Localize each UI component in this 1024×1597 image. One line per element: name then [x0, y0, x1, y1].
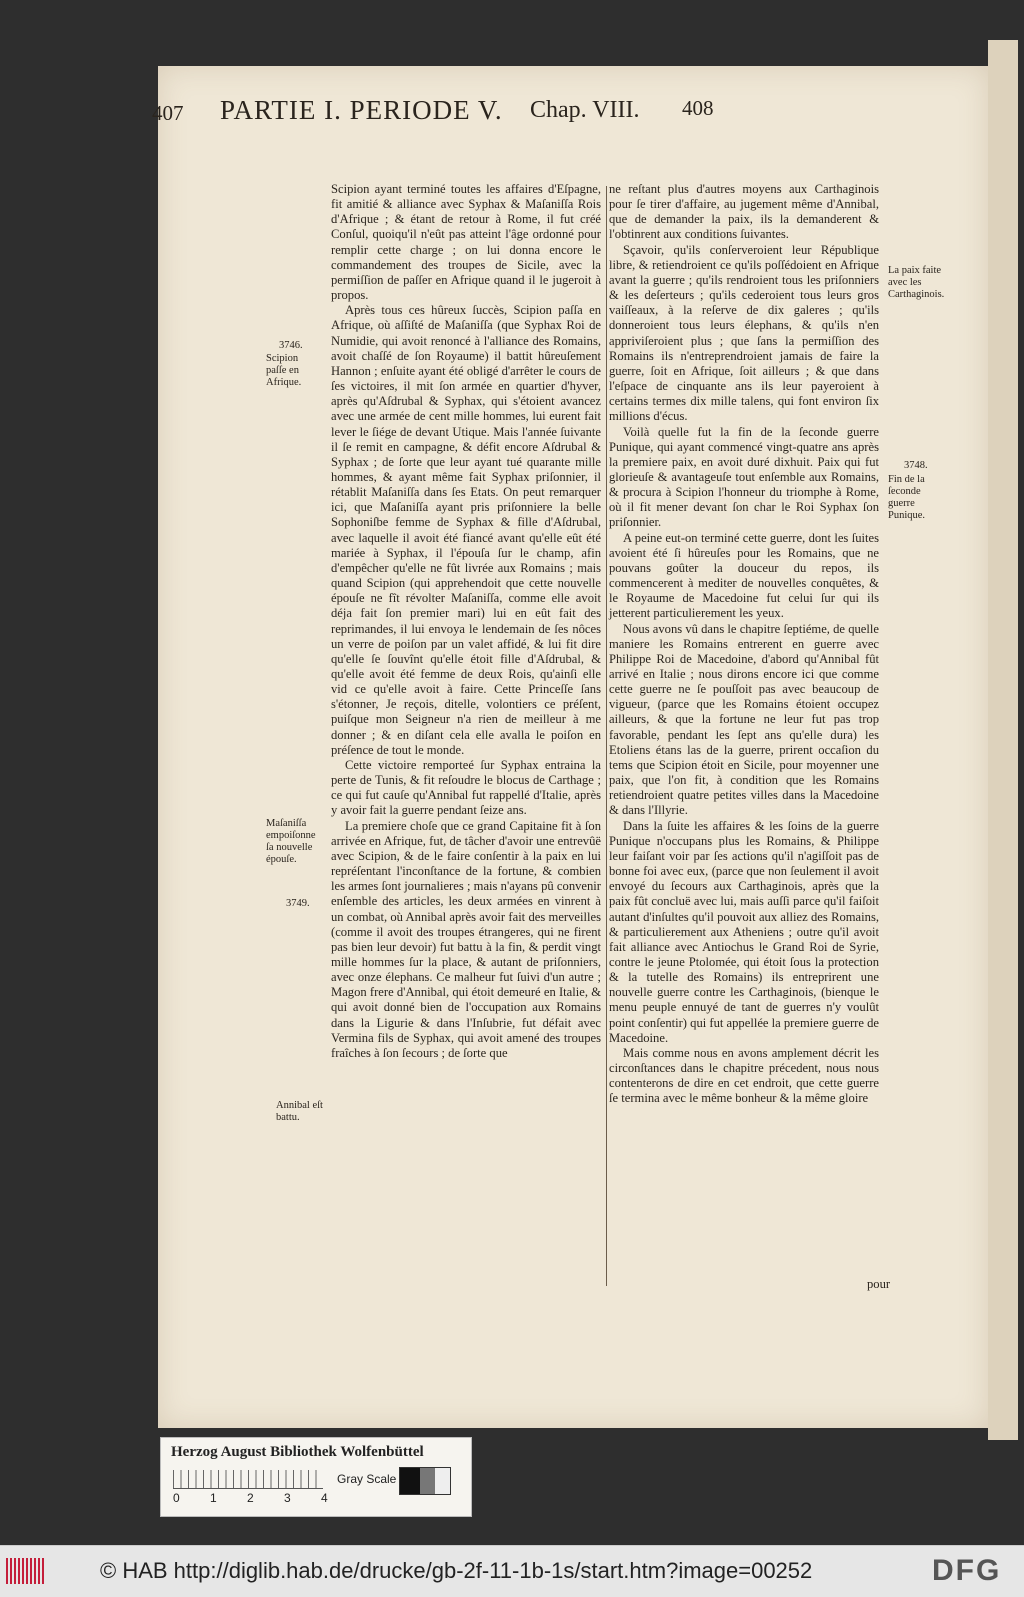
page-number-right: 408: [682, 96, 714, 120]
margin-note: Annibal eſt battu.: [276, 1100, 323, 1123]
margin-note: Fin de la ſeconde guerre Punique.: [888, 474, 926, 521]
right-column: [609, 182, 879, 1107]
scale-number: 1: [210, 1491, 217, 1505]
catchword: pour: [867, 1277, 891, 1291]
paragraph: Mais comme nous en avons amplement décrit les circonſtances dans le chapitre précedent, nous nous contenterons de dire en cet endroit, que cette guerre ſe termina avec le même bonheur & la même gloire: [609, 1045, 879, 1106]
library-name: Herzog August Bibliothek Wolfenbüttel: [171, 1444, 424, 1460]
paragraph: Scipion ayant terminé toutes les affaires d'Eſpagne, fit amitié & alliance avec Syphax & Maſaniſſa Rois d'Afrique ; & étant de retour à Rome, il fut créé Conſul, quoiqu'il n'eût pas atteint l'âge ordonné pour remplir cette charge ; on lui donna encore le commandement des troupes de Sicile, avec la permiſſion de paſſer en Afrique quand il le jugeroit à propos.: [331, 182, 601, 303]
page-number-left: 407: [152, 101, 184, 125]
gray-scale-swatch: [399, 1467, 451, 1495]
column-divider: [606, 186, 607, 1286]
scale-number: 3: [284, 1491, 291, 1505]
margin-note: Scipion paſſe en Afrique.: [266, 353, 302, 388]
margin-note: La paix faite avec les Carthaginois.: [888, 265, 945, 300]
page-header: [152, 95, 732, 131]
paragraph: Voilà quelle fut la fin de la ſeconde guerre Punique, qui ayant commencé vingt-quatre ans après la premiere paix, en avoit duré dixhuit. Paix qui fut glorieuſe & avantageuſe tout enſemble aux Romains, & procura à Scipion l'honneur du triomphe à Rome, où il fit mener devant ſon char le Roi Syphax ſon priſonnier.: [609, 424, 879, 530]
scale-ruler: [173, 1470, 323, 1489]
library-label: [160, 1437, 472, 1517]
margin-note-year: 3746.: [279, 340, 303, 351]
paragraph: Nous avons vû dans le chapitre ſeptiéme, de quelle maniere les Romains entrerent en guerre avec Philippe Roi de Macedoine, d'abord qu'Annibal fût arrivé en Italie ; nous dirons encore ici que comme cette guerre ne ſe pouſſoit pas avec beaucoup de vigueur, (parce que les Romains étoient occupez ailleurs, & que la fortune ne leur fut pas trop favorable, pendant les ſept ans qu'elle dura) les Etoliens étans las de la guerre, prirent occaſion du tems que Scipion étoit en Sicile, pour moyenner une paix, que l'on fit, à condition que les Romains retiendroient quatre petites villes dans la Macedoine & dans l'Illyrie.: [609, 621, 879, 818]
scale-number: 4: [321, 1491, 328, 1505]
scale-number: 0: [173, 1491, 180, 1505]
hab-logo-icon: [6, 1558, 44, 1584]
paragraph: Cette victoire remporteé ſur Syphax entraina la perte de Tunis, & fit reſoudre le blocus de Carthage ; ce qui fut cauſe qu'Annibal fut rappellé d'Italie, après y avoir fait la guerre pendant ſeize ans.: [331, 757, 601, 818]
paragraph: ne reſtant plus d'autres moyens aux Carthaginois pour ſe tirer d'affaire, au jugement même d'Annibal, que de demander la paix, ils la demanderent & l'obtinrent aux conditions ſuivantes.: [609, 182, 879, 242]
paragraph: Sçavoir, qu'ils conſerveroient leur République libre, & retiendroient ce qu'ils poſſédoient en Afrique avant la guerre ; qu'ils rendroient tous les priſonniers & les deſerteurs ; qu'ils cederoient tous leurs gros vaiſſeaux, à la reſerve de dix galeres ; qu'ils donneroient tous leurs élephans, & qu'ils n'en appriviſeroient plus ; que ſans la permiſſion des Romains ils n'entreprendroient jamais de faire la guerre, ſoit en Afrique, ſoit ailleurs ; & que dans l'eſpace de cinquante ans ils leur payeroient à certains termes dix mille talens, qui font environ ſix millions d'écus.: [609, 242, 879, 424]
gray-scale-label: Gray Scale: [337, 1472, 397, 1486]
footer-bar: [0, 1545, 1024, 1597]
chapter-title: Chap. VIII.: [530, 97, 640, 123]
paragraph: Après tous ces hûreux ſuccès, Scipion paſſa en Afrique, où aſſiſté de Maſaniſſa (que Syphax Roi de Numidie, qui avoit renoncé à l'alliance des Romains, avoit chaſſé de ſon Royaume) il battit hûreuſement Hannon ; enſuite ayant été obligé d'arrêter le cours de ſes victoires, il mit ſon armée en quartier d'hyver, après qu'Aſdrubal & Syphax, qui s'étoient avancez avec une armée de cent mille hommes, lui eurent fait lever le ſiége de devant Utique. Mais l'année ſuivante il ſe remit en campagne, & défit encore Aſdrubal & Syphax ; de ſorte que leur ayant tué quarante mille hommes, & ayant même fait Syphax priſonnier, il rétablit Maſaniſſa dans ſes Etats. On peut remarquer ici, que Maſaniſſa ayant pris priſonniere la belle Sophoniſbe femme de Syphax & fille d'Aſdrubal, avec laquelle il avoit été fiancé avant qu'elle eût été mariée à Syphax, il l'épouſa ſur le champ, afin d'empêcher qu'elle ne fût livrée aux Romains ; mais quand Scipion (qui apprehendoit que cette nouvelle épouſe ne fît révolter Maſaniſſa, comme elle avoit déja fait ſon premier mari) lui en eût fait des reprimandes, il lui envoya le lendemain de ſes nôces un verre de poiſon par un valet affidé, & lui fit dire qu'elle ſe ſouvînt qu'elle étoit fille d'Aſdrubal, & qu'elle avoit été femme de deux Rois, qu'ainſi elle vid ce qu'elle avoit à faire. Cette Princeſſe ſans s'étonner, Je reçois, ditelle, volontiers ce préſent, puiſque mon Seigneur n'a rien de meilleur à me donner ; & en diſant cela elle avalla le poiſon en préſence de tout le monde.: [331, 303, 601, 757]
paragraph: La premiere choſe que ce grand Capitaine fit à ſon arrivée en Afrique, fut, de tâcher d'avoir une entrevûë avec Scipion, & de le faire conſentir à la paix en lui repréſentant l'inconſtance de la fortune, & combien les armes ſont journalieres ; mais n'ayans pû convenir enſemble des articles, les deux armées en vinrent à un combat, où Annibal après avoir fait des merveilles (comme il avoit des troupes étrangeres, qui ne firent pas bien leur devoir) fut battu à la fin, & perdit vingt mille hommes ſur la place, & autant de priſonniers, avec onze élephans. Ce malheur fut ſuivi d'un autre ; Magon frere d'Annibal, qui étoit demeuré en Italie, & qui avoit donné bien de l'occupation aux Romains dans la Ligurie & dans l'Inſubrie, fut défait avec Vermina fils de Syphax, qui avoit amené des troupes fraîches à ſon ſecours ; de ſorte que: [331, 818, 601, 1060]
paragraph: Dans la ſuite les affaires & les ſoins de la guerre Punique n'occupans plus les Romains, & Philippe leur faiſant voir par ſes actions qu'il n'agiſſoit pas de bonne foi avec eux, (parce que non ſeulement il avoit envoyé du ſecours aux Carthaginois, après que la paix fût concluë avec lui, mais auſſi parce qu'il faiſoit autant d'inſultes qu'il pouvoit aux alliez des Romains, & particulierement aux Atheniens ; outre qu'il avoit fait alliance avec Antiochus le Grand Roi de Syrie, contre le jeune Ptolomée, qui étoit ſous la protection & la tutelle des Romains) ils entreprirent une nouvelle guerre contre les Carthaginois, (bienque le menu peuple ennuyé de tant de guerres n'y voulût point conſentir) qui fut appellée la premiere guerre de Macedoine.: [609, 818, 879, 1045]
left-column: [331, 182, 601, 1061]
margin-note-year: 3749.: [286, 898, 310, 909]
running-title: PARTIE I. PERIODE V.: [220, 95, 503, 125]
margin-note-year: 3748.: [904, 460, 928, 471]
scale-number: 2: [247, 1491, 254, 1505]
margin-note: Maſaniſſa empoiſonne ſa nouvelle épouſe.: [266, 818, 316, 865]
dfg-logo: DFG: [932, 1554, 1002, 1587]
footer-url[interactable]: © HAB http://diglib.hab.de/drucke/gb-2f-11-1b-1s/start.htm?image=00252: [100, 1558, 813, 1583]
paragraph: A peine eut-on terminé cette guerre, dont les ſuites avoient été ſi hûreuſes pour les Romains, que ne pouvans goûter la douceur du repos, ils commencerent à mediter de nouvelles conquêtes, & le Royaume de Macedoine fut celui ſur qui ils jetterent particulierement les yeux.: [609, 530, 879, 621]
next-page-edge: [988, 40, 1018, 1440]
